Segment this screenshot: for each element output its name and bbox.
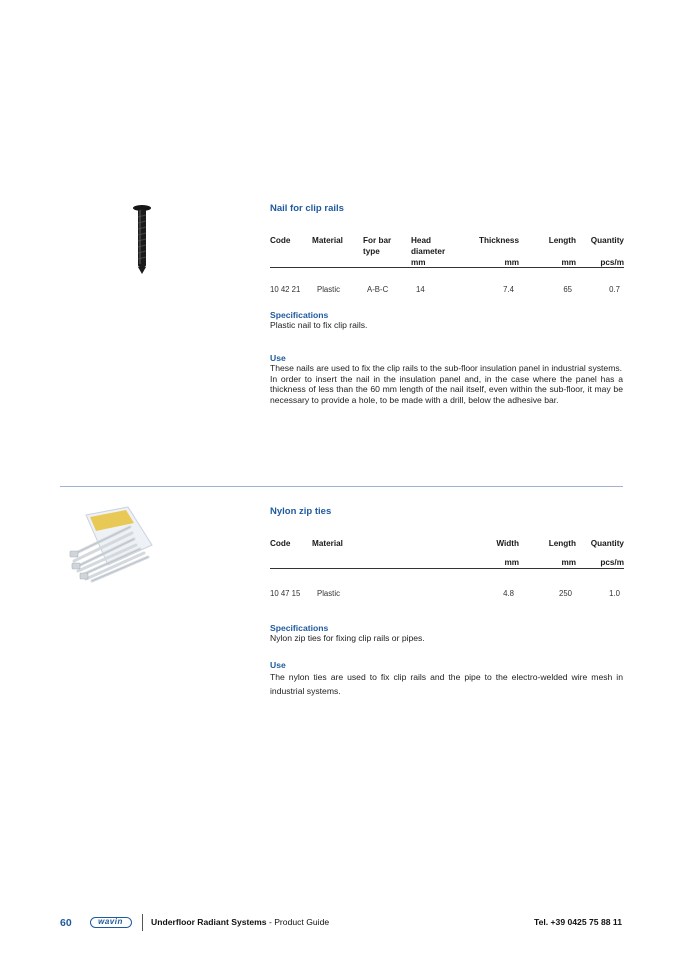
table-rule bbox=[270, 267, 624, 268]
section-title: Nail for clip rails bbox=[270, 203, 344, 214]
header-head-diameter: Head diameter mm bbox=[411, 236, 446, 267]
use-heading: Use bbox=[270, 660, 286, 670]
cell-width: 4.8 bbox=[503, 589, 514, 598]
use-paragraph: The nylon ties are used to fix clip rails and the pipe to the electro-welded wire mesh in industrial systems. bbox=[270, 672, 623, 696]
cell-material: Plastic bbox=[317, 285, 340, 294]
cell-head-diameter: 14 bbox=[416, 285, 425, 294]
use-paragraph: In order to insert the nail in the insulation panel and, in the case where the panel has a thickness of less than the 60 mm length of the nail itself, even within the sub-floor, it may be necessary to provide a hole, to be made with a drill, below the adhesive bar. bbox=[270, 373, 623, 405]
header-length: Length mm bbox=[548, 539, 576, 567]
header-bar-type: For bar type bbox=[363, 236, 392, 256]
cell-bar-type: A-B-C bbox=[367, 285, 389, 294]
page-number: 60 bbox=[60, 917, 72, 929]
cell-length: 65 bbox=[563, 285, 572, 294]
zip-ties-image bbox=[68, 505, 156, 583]
page-footer bbox=[0, 912, 678, 934]
cell-thickness: 7.4 bbox=[503, 285, 514, 294]
header-code: Code bbox=[270, 539, 291, 548]
specifications-heading: Specifications bbox=[270, 623, 329, 633]
section-separator bbox=[60, 486, 623, 487]
use-text bbox=[270, 363, 623, 405]
use-paragraph: These nails are used to fix the clip rails to the sub-floor insulation panel in industrial systems. bbox=[270, 363, 623, 373]
logo-text: wavin bbox=[98, 917, 123, 926]
use-heading: Use bbox=[270, 353, 286, 363]
use-text bbox=[270, 670, 623, 698]
section-title: Nylon zip ties bbox=[270, 506, 332, 517]
header-width: Width mm bbox=[496, 539, 519, 567]
header-material: Material bbox=[312, 236, 343, 245]
header-length: Length mm bbox=[548, 236, 576, 267]
wavin-logo bbox=[90, 917, 132, 928]
header-material: Material bbox=[312, 539, 343, 548]
cell-material: Plastic bbox=[317, 589, 340, 598]
header-quantity: Quantity pcs/m bbox=[590, 236, 624, 267]
specifications-text: Plastic nail to fix clip rails. bbox=[270, 320, 368, 330]
footer-divider bbox=[142, 914, 143, 931]
cell-quantity: 1.0 bbox=[609, 589, 620, 598]
table-rule bbox=[270, 568, 624, 569]
footer-title: Underfloor Radiant Systems - Product Guide bbox=[151, 917, 330, 927]
specifications-heading: Specifications bbox=[270, 310, 329, 320]
header-thickness: Thickness mm bbox=[478, 236, 519, 267]
cell-quantity: 0.7 bbox=[609, 285, 620, 294]
cell-code: 10 47 15 bbox=[270, 589, 301, 598]
cell-length: 250 bbox=[558, 589, 572, 598]
footer-phone: Tel. +39 0425 75 88 11 bbox=[533, 917, 622, 927]
header-quantity: Quantity pcs/m bbox=[590, 539, 624, 567]
cell-code: 10 42 21 bbox=[270, 285, 301, 294]
header-code: Code bbox=[270, 236, 291, 245]
specifications-text: Nylon zip ties for fixing clip rails or pipes. bbox=[270, 633, 425, 643]
nail-image bbox=[130, 203, 154, 275]
